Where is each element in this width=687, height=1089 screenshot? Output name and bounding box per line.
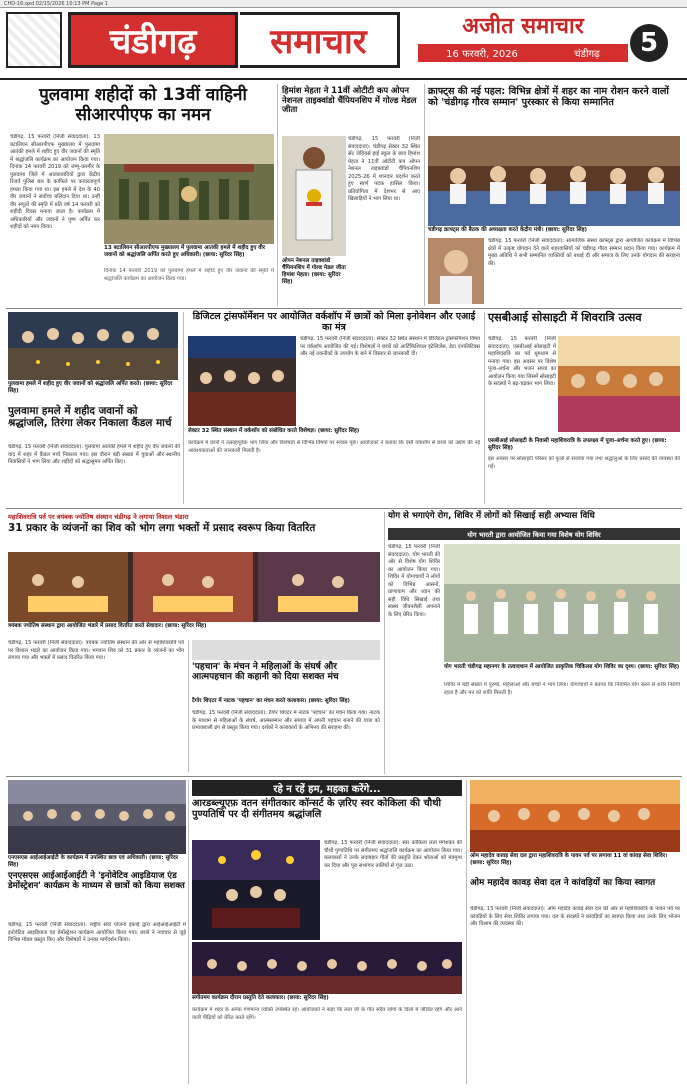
masthead-section: समाचार [240, 12, 400, 68]
story-1-body: चंडीगढ़, 15 फरवरी (निजी संवाददाता): 13 बटालियन सीआरपीएफ मुख्यालय में पुलवामा आतंकी हमले में शहीद हुए वीर जवानों की स्मृति में श्रद्धांजलि कार्यक्रम का आयोजन किया गया। दिनांक 14 फरवरी 2019 को जम्मू-कश्मीर के पुलवामा जिले में आतंकवादियों द्वारा केंद्रीय रिजर्व पुलिस बल के काफिले पर कायरतापूर्ण हमला किया गया था। इस हमले में देश के 40 वीर जवानों ने सर्वोच्च बलिदान दिया था। उन्हीं वीर सपूतों की स्मृति में प्रति वर्ष 14 फरवरी को शहीदी दिवस मनाया जाता है। कार्यक्रम में अधिकारियों और जवानों ने पुष्प अर्पित कर शहीदों को नमन किया। [10, 134, 100, 231]
story-9-headline: योग से भगाएंगे रोग, शिविर में लोगों को सिखाई सही अभ्यास विधि [388, 511, 595, 521]
story-10-kicker: रहे न रहें हम, महका करेंगे... [192, 780, 462, 796]
masthead-paper-name: अजीत समाचार [462, 14, 584, 39]
story-5-photo [188, 336, 296, 426]
story-9-subhead: योग भारती द्वारा आयोजित किया गया विशेष योग शिविर [388, 528, 680, 540]
story-6-headline: एसबीआई सोसाइटी में शिवरात्रि उत्सव [488, 311, 642, 324]
story-1-caption: 13 बटालियन सीआरपीएफ मुख्यालय में पुलवामा आतंकी हमले में शहीद हुए वीर जवानों को श्रद्धांजलि अर्पित करते हुए अधिकारी। (छाया: सुरिंदर सिंह) [104, 245, 274, 267]
story-10-body: चंडीगढ़, 15 फरवरी (निजी संवाददाता): स्वर कोकिला लता मंगेशकर की चौथी पुण्यतिथि पर संगीतमय श्रद्धांजलि कार्यक्रम का आयोजन किया गया। कलाकारों ने उनके सदाबहार गीतों की प्रस्तुति देकर श्रोताओं को मंत्रमुग्ध कर दिया और पूरा सभागार तालियों से गूंज उठा। [324, 840, 462, 869]
story-1-headline: पुलवामा शहीदों को 13वीं वाहिनी सीआरपीएफ का नमन [39, 85, 247, 125]
story-6-body-lower: इस अवसर पर सोसाइटी परिसर को फूलों से सजाया गया तथा श्रद्धालुओं के लिए प्रसाद की व्यवस्था की गई। [488, 456, 680, 470]
story-4-body: चंडीगढ़, 15 फरवरी (निजी संवाददाता): पुलवामा आतंकी हमले में शहीद हुए वीर जवानों की याद में शहर में कैंडल मार्च निकाला गया। इस दौरान बड़ी संख्या में युवाओं और स्थानीय निवासियों ने भाग लिया और शहीदों को श्रद्धासुमन अर्पित किए। [8, 444, 180, 466]
dateline [418, 44, 628, 62]
story-2-headline: हिमांश मेहता ने 11वीं ओटीटी कप ओपन नेशनल ताइक्वांडो चैंपियनशिप में गोल्ड मेडल जीता [282, 85, 417, 115]
story-10-photo [192, 840, 320, 940]
story-11-caption: एनएसएस आईआईआईटी के कार्यक्रम में उपस्थित छात्र एवं अधिकारी। (छाया: सुरिंदर सिंह) [8, 855, 186, 871]
story-10-headline: आरडब्ल्यूएफ़ वतन संगीतकार कॉन्सर्ट के ज़रिए स्वर कोकिला की चौथी पुण्यतिथि पर दी संगीतमय श्रद्धांजलि [192, 798, 441, 821]
story-5-body: चंडीगढ़, 15 फरवरी (निजी संवाददाता): सेक्टर 32 स्थित संस्थान में डिजिटल ट्रांसफॉर्मेशन विषय पर वर्कशॉप आयोजित की गई। विशेषज्ञों ने छात्रों को आर्टिफिशियल इंटेलिजेंस, डेटा एनालिटिक्स और नई तकनीकों के उपयोग के बारे में विस्तार से जानकारी दी। [300, 336, 480, 358]
story-8-body: चंडीगढ़, 15 फरवरी (निजी संवाददाता): टैगोर थिएटर में नाटक 'पहचान' का मंचन किया गया। नाटक के माध्यम से महिलाओं के संघर्ष, आत्मसम्मान और समाज में अपनी पहचान बनाने की यात्रा को प्रभावशाली ढंग से प्रस्तुत किया गया। दर्शकों ने कलाकारों के अभिनय की सराहना की। [192, 710, 380, 732]
story-7-body: चंडीगढ़, 15 फरवरी (निजी संवाददाता): त्रयंबक ज्योतिष संस्थान की ओर से महाशिवरात्रि पर्व पर विशाल भंडारे का आयोजन किया गया। भगवान शिव को 31 प्रकार के व्यंजनों का भोग लगाया गया और भक्तों में प्रसाद वितरित किया गया। [8, 640, 184, 662]
masthead-ornament-left [6, 12, 62, 68]
story-11-photo [8, 780, 186, 854]
story-9-body-lower: शिविर में बड़ी संख्या में पुरुषों, महिलाओं और बच्चों ने भाग लिया। योगाचार्यों ने बताया कि नियमित योग करने से शरीर निरोगी रहता है और मन को शांति मिलती है। [444, 682, 680, 696]
story-5-body-lower: कार्यक्रम में छात्रों ने उत्साहपूर्वक भाग लिया और विशेषज्ञों से विभिन्न विषयों पर सवाल पूछे। आयोजकों ने बताया कि ऐसी वर्कशॉप से छात्रों को उद्योग की नई आवश्यकताओं की जानकारी मिलती है। [188, 440, 480, 454]
print-slug: CHD-16.qxd 02/15/2026 10:13 PM Page 1 [0, 0, 687, 8]
story-12-caption: ओम महादेव कावड़ सेवा दल द्वारा महाशिवरात्रि के पावन पर्व पर लगाया 11 वां कांवड़ सेवा शिविर। (छाया: सुरिंदर सिंह) [470, 853, 680, 877]
page-number: 5 [630, 24, 668, 62]
masthead-city: चंडीगढ़ [68, 12, 238, 68]
story-12-photo [470, 780, 680, 852]
story-8-caption: टैगोर थिएटर में नाटक 'पहचान' का मंचन करते कलाकार। (छाया: सुरिंदर सिंह) [192, 698, 380, 708]
story-10-caption: संगीतमय कार्यक्रम दौरान प्रस्तुति देते कलाकार। (छाया: सुरिंदर सिंह) [192, 995, 462, 1005]
story-10-photo-2 [192, 942, 462, 994]
story-3-photo [428, 136, 680, 226]
story-12-body: चंडीगढ़, 15 फरवरी (निजी संवाददाता): ओम महादेव कावड़ सेवा दल की ओर से महाशिवरात्रि के पावन पर्व पर कांवड़ियों के लिए सेवा शिविर लगाया गया। दल के सदस्यों ने कांवड़ियों का स्वागत किया तथा उनके लिए भोजन और विश्राम की व्यवस्था की। [470, 906, 680, 928]
story-9-photo [444, 544, 680, 662]
story-3-inset-photo [428, 238, 484, 304]
story-7-kicker: महाशिवरात्रि पर्व पर त्रयंबक ज्योतिष संस्थान चंडीगढ़ ने लगाया विशाल भंडारा [8, 513, 189, 521]
story-2-caption: ओपन नेशनल ताइक्वांडो चैंपियनशिप में गोल्ड मेडल जीता हिमांश मेहता। (छाया: सुरिंदर सिंह) [282, 258, 346, 302]
story-3-body: चंडीगढ़, 15 फरवरी (निजी संवाददाता): सामाजिक संस्था क्राफ्ट्स द्वारा आयोजित कार्यक्रम में विभिन्न क्षेत्रों में उत्कृष्ट योगदान देने वाले शहरवासियों को चंडीगढ़ गौरव सम्मान प्रदान किया गया। कार्यक्रम में मुख्य अतिथि ने सभी सम्मानित व्यक्तियों को बधाई दी और समाज के लिए उनके योगदान की सराहना की। [488, 238, 680, 267]
story-5-caption: सेक्टर 32 स्थित संस्थान में वर्कशॉप को संबोधित करते विशेषज्ञ। (छाया: सुरिंदर सिंह) [188, 428, 480, 438]
story-3-caption: चंडीगढ़ क्राफ्ट्स की बैठक की अध्यक्षता करते केंद्रीय मंत्री। (छाया: सुरिंदर सिंह) [428, 227, 680, 237]
story-12-headline: ओम महादेव कावड़ सेवा दल ने कांवड़ियों का किया स्वागत [470, 878, 656, 888]
story-5-headline: डिजिटल ट्रांसफॉर्मेशन पर आयोजित वर्कशॉप में छात्रों को मिला इनोवेशन और एआई का मंत्र [192, 311, 476, 333]
story-1-body-continued: दिनांक 14 फरवरी 2019 को पुलवामा हमले में शहीद हुए वीर जवानों की स्मृति में श्रद्धांजलि कार्यक्रम का आयोजन किया गया। [104, 268, 274, 282]
story-2-photo [282, 136, 346, 256]
date: 16 फरवरी, 2026 [446, 49, 518, 60]
story-8-headline: 'पहचान' के मंचन ने महिलाओं के संघर्ष और आत्मपहचान की कहानी को दिया सशक्त मंच [192, 662, 339, 683]
story-6-caption: एसबीआई सोसाइटी के निवासी महाशिवरात्रि के उपलक्ष्य में पूजा-अर्चना करते हुए। (छाया: सुरिंदर सिंह) [488, 438, 680, 454]
story-1-photo [104, 134, 274, 244]
story-11-body: चंडीगढ़, 15 फरवरी (निजी संवाददाता): राष्ट्रीय सेवा योजना इकाई द्वारा आईआईआईटी में इनोवेटिव आइडियाज एंड डेमोंस्ट्रेशन कार्यक्रम आयोजित किया गया। छात्रों ने नवाचार से जुड़े विभिन्न मॉडल प्रस्तुत किए और विशेषज्ञों ने उनका मार्गदर्शन किया। [8, 922, 186, 944]
story-3-headline: क्राफ्ट्स की नई पहल: विभिन्न क्षेत्रों में शहर का नाम रोशन करने वालों को 'चंडीगढ़ गौरव सम्मान' पुरस्कार से किया सम्मानित [428, 86, 669, 109]
story-4-photo [8, 312, 178, 380]
story-11-headline: एनएसएस आईआईआईटी ने 'इनोवेटिव आइडियाज एंड डेमोंस्ट्रेशन' कार्यक्रम के माध्यम से छात्रों को किया सशक्त [8, 871, 185, 891]
story-6-body: चंडीगढ़, 15 फरवरी (निजी संवाददाता): एसबीआई सोसाइटी में महाशिवरात्रि का पर्व धूमधाम से मनाया गया। इस अवसर पर विशेष पूजा-अर्चना और भजन संध्या का आयोजन किया गया जिसमें सोसाइटी के सदस्यों ने बढ़-चढ़कर भाग लिया। [488, 336, 556, 388]
story-7-caption: त्रयंबक ज्योतिष संस्थान द्वारा आयोजित भंडारे में प्रसाद वितरित करते सेवादार। (छाया: सुरिंदर सिंह) [8, 623, 380, 639]
story-9-body: चंडीगढ़, 15 फरवरी (निजी संवाददाता): योग भारती की ओर से विशेष योग शिविर का आयोजन किया गया। शिविर में योगाचार्यों ने लोगों को विभिन्न आसनों, प्राणायाम और ध्यान की सही विधि सिखाई तथा स्वस्थ जीवनशैली अपनाने के लिए प्रेरित किया। [388, 544, 440, 618]
story-7-photo [8, 552, 380, 622]
place: चंडीगढ़ [574, 49, 600, 60]
story-7-headline: 31 प्रकार के व्यंजनों का शिव को भोग लगा भक्तों में प्रसाद स्वरूप किया वितरित [8, 522, 316, 534]
story-8-photo [192, 640, 380, 660]
story-10-body-lower: कार्यक्रम में शहर के अनेक गणमान्य व्यक्ति उपस्थित रहे। आयोजकों ने कहा कि लता जी के गीत सदैव लोगों के दिलों में जीवित रहेंगे और आने वाली पीढ़ियों को प्रेरित करते रहेंगे। [192, 1007, 462, 1021]
story-4-headline: पुलवामा हमले में शहीद जवानों को श्रद्धांजलि, तिरंगा लेकर निकाला कैंडल मार्च [8, 405, 172, 429]
story-2-body: चंडीगढ़, 15 फरवरी (निजी संवाददाता): चंडीगढ़ सेक्टर 32 स्थित सेंट जेवियर्स हाई स्कूल के छात्र हिमांश मेहता ने 11वीं ओटीटी कप ओपन नेशनल ताइक्वांडो चैंपियनशिप 2025-26 में शानदार प्रदर्शन करते हुए स्वर्ण पदक हासिल किया। प्रतियोगिता में देशभर से आए खिलाड़ियों ने भाग लिया था। [348, 136, 420, 203]
story-9-caption: योग भारती चंडीगढ़ महानगर के तत्वावधान में आयोजित प्राकृतिक चिकित्सा योग शिविर का दृश्य। (छाया: सुरिंदर सिंह) [444, 664, 680, 680]
story-6-photo [558, 336, 680, 432]
story-4-caption: पुलवामा हमले में शहीद हुए वीर जवानों को श्रद्धांजलि अर्पित करते। (छाया: सुरिंदर सिंह) [8, 381, 178, 405]
